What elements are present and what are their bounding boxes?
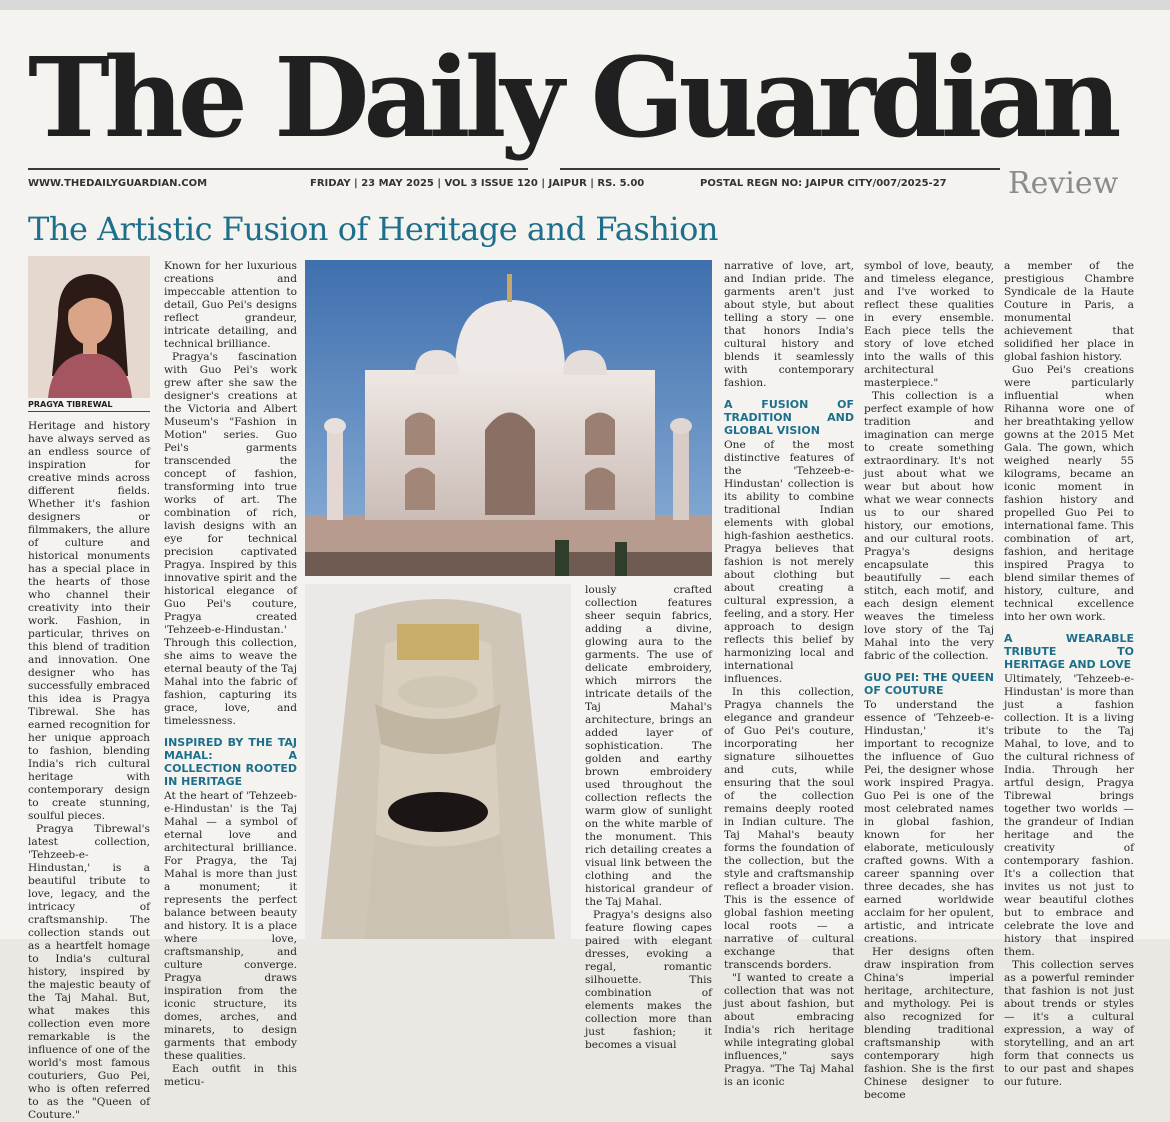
subheading-guo-pei: GUO PEI: THE QUEEN OF COUTURE (864, 671, 994, 697)
column-5 (864, 260, 994, 1101)
author-portrait-image (28, 256, 150, 398)
author-portrait (28, 256, 150, 398)
column-4 (724, 260, 854, 1088)
subheading-fusion: A FUSION OF TRADITION AND GLOBAL VISION (724, 398, 854, 437)
paragraph: This collection is a perfect example of how tradition and imagination can merge to create something extraordinary. It's not just about what we wear but about how what we wear connects us to our shared history, our emotions, and our cultural roots. Pragya's designs encapsulate this beautifully — each stitch, each motif, and each design element weaves the timeless love story of the Taj Mahal into the very fabric of the collection. (864, 390, 994, 662)
issue-info: FRIDAY | 23 MAY 2025 | VOL 3 ISSUE 120 | JAIPUR | RS. 5.00 (310, 178, 645, 189)
paragraph: Each outfit in this meticu- (164, 1063, 297, 1088)
paragraph: Pragya's fascination with Guo Pei's work grew after she saw the designer's creations at the Victoria and Albert Museum's "Fashion in Motion" series. Guo Pei's garments transcended the concept of fashion, transforming into true works of art. The combination of rich, lavish designs with an eye for technical precision captivated Pragya. Inspired by this innovative spirit and the historical elegance of Guo Pei's couture, Pragya created 'Tehzeeb-e-Hindustan.' Through this collection, she aims to weave the eternal beauty of the Taj Mahal into the fabric of fashion, capturing its grace, love, and timelessness. (164, 351, 297, 727)
column-6 (1004, 260, 1134, 1088)
paragraph: One of the most distinctive features of the 'Tehzeeb-e-Hindustan' collection is its ability to combine traditional Indian elements with global high-fashion aesthetics. Pragya believes that fashion is not merely about clothing but about creating a cultural expression, a feeling, and a story. Her approach to design reflects this belief by harmonizing local and international influences. (724, 439, 854, 685)
column-1 (28, 420, 150, 1121)
dress-photo (305, 584, 571, 939)
column-2 (164, 260, 297, 1088)
taj-mahal-photo (305, 260, 712, 576)
article-headline: The Artistic Fusion of Heritage and Fashion (28, 210, 718, 248)
paragraph: This collection serves as a powerful reminder that fashion is not just about trends or styles — it's a cultural expression, a way of storytelling, and an art form that connects us to our past and shapes our future. (1004, 959, 1134, 1088)
paragraph: Pragya Tibrewal's latest collection, 'Tehzeeb-e-Hindustan,' is a beautiful tribute to love, legacy, and the intricacy of craftsmanship. The collection stands out as a heartfelt homage to India's cultural history, inspired by the majestic beauty of the Taj Mahal. But, what makes this collection even more remarkable is the influence of one of the world's most famous couturiers, Guo Pei, who is often referred to as the "Queen of Couture." (28, 823, 150, 1121)
paragraph: Ultimately, 'Tehzeeb-e-Hindustan' is more than just a fashion collection. It is a living tribute to the Taj Mahal, to love, and to the cultural richness of India. Through her artful design, Pragya Tibrewal brings together two worlds — the grandeur of Indian heritage and the creativity of contemporary fashion. It's a collection that invites us not just to wear beautiful clothes but to embrace and celebrate the love and history that inspired them. (1004, 673, 1134, 958)
paragraph: Heritage and history have always served as an endless source of inspiration for creative minds across different fields. Whether it's fashion designers or filmmakers, the allure of culture and historical monuments has a special place in the hearts of those who channel their creativity into their work. Fashion, in particular, thrives on this blend of tradition and innovation. One designer who has successfully embraced this idea is Pragya Tibrewal. She has earned recognition for her unique approach to fashion, blending India's rich cultural heritage with contemporary design to create stunning, soulful pieces. (28, 420, 150, 822)
paragraph: symbol of love, beauty, and timeless elegance, and I've worked to reflect these qualities in every ensemble. Each piece tells the story of love etched into the walls of this architectural masterpiece." (864, 260, 994, 389)
website-url: WWW.THEDAILYGUARDIAN.COM (28, 178, 208, 189)
masthead-rule-right (560, 168, 1000, 170)
paragraph: "I wanted to create a collection that was not just about fashion, but about embracing India's rich heritage while integrating global influences," says Pragya. "The Taj Mahal is an iconic (724, 972, 854, 1088)
paragraph: Pragya's designs also feature flowing capes paired with elegant dresses, evoking a regal, romantic silhouette. This combination of elements makes the collection more than just fashion; it becomes a visual (585, 909, 712, 1051)
paragraph: Her designs often draw inspiration from China's imperial heritage, architecture, and mythology. Pei is also recognized for blending traditional craftsmanship with contemporary high fashion. She is the first Chinese designer to become (864, 946, 994, 1101)
dress-image (305, 584, 571, 939)
paragraph: At the heart of 'Tehzeeb-e-Hindustan' is the Taj Mahal — a symbol of eternal love and architectural brilliance. For Pragya, the Taj Mahal is more than just a monument; it represents the perfect balance between beauty and history. It is a place where love, craftsmanship, and culture converge. Pragya draws inspiration from the iconic structure, its domes, arches, and minarets, to design garments that embody these qualities. (164, 790, 297, 1062)
author-byline: PRAGYA TIBREWAL (28, 400, 150, 412)
paragraph: a member of the prestigious Chambre Syndicale de la Haute Couture in Paris, a monumental achievement that solidified her place in global fashion history. (1004, 260, 1134, 363)
paragraph: Known for her luxurious creations and impeccable attention to detail, Guo Pei's designs reflect grandeur, intricate detailing, and technical brilliance. (164, 260, 297, 350)
paragraph: In this collection, Pragya channels the elegance and grandeur of Guo Pei's couture, incorporating her signature silhouettes and cuts, while ensuring that the soul of the collection remains deeply rooted in Indian culture. The Taj Mahal's beauty forms the foundation of the collection, but the style and craftsmanship reflect a broader vision. This is the essence of global fashion meeting local roots — a narrative of cultural exchange that transcends borders. (724, 686, 854, 971)
column-3 (585, 584, 712, 1051)
masthead-title: The Daily Guardian (28, 33, 1116, 162)
top-bar (0, 0, 1170, 10)
subheading-taj-mahal: INSPIRED BY THE TAJ MAHAL: A COLLECTION ROOTED IN HERITAGE (164, 736, 297, 788)
paragraph: narrative of love, art, and Indian pride. The garments aren't just about style, but about telling a story — one that honors India's cultural history and blends it seamlessly with contemporary fashion. (724, 260, 854, 389)
taj-mahal-image (305, 260, 712, 576)
masthead-rule-left (28, 168, 528, 170)
subheading-wearable-tribute: A WEARABLE TRIBUTE TO HERITAGE AND LOVE (1004, 632, 1134, 671)
paragraph: Guo Pei's creations were particularly influential when Rihanna wore one of her breathtaking yellow gowns at the 2015 Met Gala. The gown, which weighed nearly 55 kilograms, became an iconic moment in fashion history and propelled Guo Pei to international fame. This combination of art, fashion, and heritage inspired Pragya to blend similar themes of history, culture, and technical excellence into her own work. (1004, 364, 1134, 623)
dateline (28, 178, 1028, 192)
paragraph: lously crafted collection features sheer sequin fabrics, adding a divine, glowing aura to the garments. The use of delicate embroidery, which mirrors the intricate details of the Taj Mahal's architecture, brings an added layer of sophistication. The golden and earthy brown embroidery used throughout the collection reflects the warm glow of sunlight on the white marble of the monument. This rich detailing creates a visual link between the clothing and the historical grandeur of the Taj Mahal. (585, 584, 712, 908)
section-name: Review (1008, 166, 1119, 201)
paragraph: To understand the essence of 'Tehzeeb-e-Hindustan,' it's important to recognize the influence of Guo Pei, the designer whose work inspired Pragya. Guo Pei is one of the most celebrated names in global fashion, known for her elaborate, meticulously crafted gowns. With a career spanning over three decades, she has earned worldwide acclaim for her opulent, artistic, and intricate creations. (864, 699, 994, 945)
postal-registration: POSTAL REGN NO: JAIPUR CITY/007/2025-27 (700, 178, 947, 189)
